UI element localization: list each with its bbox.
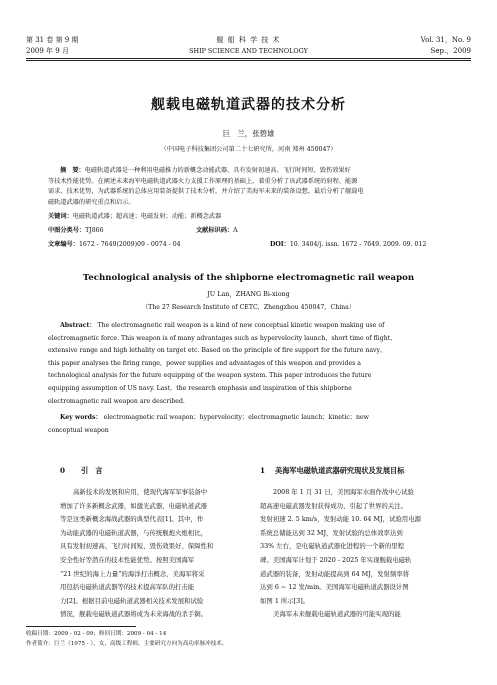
abstract-en-line: electromagnetic force. This weapon is of many advantages such as hypervelocity launch，short time of flight，: [48, 334, 397, 342]
section1-line: 超高速电磁武器发射获得成功，引起了世界的关注。: [260, 501, 407, 510]
footnote-rule: [26, 626, 136, 627]
abstract-cn-line: [48, 166, 452, 177]
journal-name-cn: 舰 船 科 学 技 术: [216, 36, 281, 44]
section1-line: 系统总储能达到 32 MJ，发射试验的总体效率达到: [260, 528, 403, 537]
clc-line: [48, 226, 104, 237]
header-rule-thin: [26, 60, 471, 61]
intro-line: 用包括电磁轨道武器等的技术提高军队的打击能: [60, 583, 195, 592]
article-no-value: 1672 - 7649(2009)09 - 0074 - 04: [78, 241, 181, 248]
abstract-en-text: The electromagnetic rail weapon is a kind of new conceptual kinetic weapon making use of: [97, 322, 385, 329]
abstract-cn-line: 等技术性能优势。在阐述未来海军电磁轨道武器火力支援工作原理的基础上，着重分析了该武器系统的射程、能源: [48, 177, 358, 185]
intro-line: 具有发射初速高、飞行时间短、毁伤效果好、保障性和: [60, 542, 214, 551]
paper-title-cn: 舰载电磁轨道武器的技术分析: [151, 97, 346, 113]
author-bio: 作者简介：巨兰（1975 - ），女，高级工程师，主要研究方向为高功率脉冲技术。: [26, 641, 228, 647]
section1-line: 发射初速 2. 5 km/s，发射动能 10. 64 MJ，试验用电源: [260, 515, 421, 524]
article-no-label: 文章编号：: [48, 241, 79, 248]
intro-line: “21 世纪的海上力量”的海洋打击概念，美海军将采: [60, 569, 205, 578]
abstract-cn-label: 摘 要：: [60, 167, 85, 174]
clc-value: TJ866: [85, 227, 104, 234]
section-heading-intro: [60, 466, 103, 476]
doi-label: DOI：: [270, 241, 290, 248]
keywords-cn-label: 关键词：: [48, 213, 73, 220]
keywords-en-line: conceptual weapon: [48, 426, 109, 434]
section-number: 0: [60, 466, 66, 475]
intro-line: 情况，舰载电磁轨道武器将成为未来海战的杀手锏。: [60, 610, 207, 619]
doc-code-label: 文献标识码：: [196, 227, 234, 234]
clc-label: 中图分类号：: [48, 227, 86, 234]
intro-paragraph: [60, 486, 242, 622]
keywords-en: [48, 412, 452, 437]
section1-line: 碑。美国海军计划于 2020 - 2025 年实现舰载电磁轨: [260, 555, 412, 564]
paper-title-en: Technological analysis of the shipborne electromagnetic rail weapon: [82, 273, 415, 283]
journal-name-en: SHIP SCIENCE AND TECHNOLOGY: [189, 47, 308, 55]
authors-cn: 巨 兰，张碧雄: [222, 129, 275, 138]
section1-line: 33% 左右，是电磁轨道武器化进程的一个新的里程: [260, 542, 405, 551]
section-title: 引 言: [81, 466, 103, 475]
doi-value: 10. 3404/j. issn. 1672 - 7649. 2009. 09. 012: [289, 241, 427, 248]
section-heading-1: [260, 466, 404, 476]
keywords-en-label: Key words：: [60, 414, 102, 421]
abstract-en-line: this paper analyses the firing range，power supplies and advantages of this weapon and provides a: [48, 359, 361, 367]
section1-line: 如图 1 所示[3]。: [260, 596, 310, 605]
abstract-en-label: Abstract：: [60, 322, 96, 329]
section1-line: 2008 年 1 月 31 日，美国海军水面作战中心试验: [273, 488, 414, 496]
abstract-en-line: equipping assumption of US navy. Last，the research emphasis and inspiration of this shipborne: [48, 384, 352, 392]
section-number: 1: [260, 466, 266, 475]
abstract-cn-line: 磁轨道武器的研究重点和启示。: [48, 198, 135, 206]
affiliation-cn: （中国电子科技集团公司第二十七研究所，河南 郑州 450047）: [160, 146, 337, 153]
intro-line: 为动能武器的电磁轨道武器，与传统舰炮火炮相比，: [60, 528, 207, 537]
intro-line: 增加了许多新概念武器，如激光武器、电磁轨道武器: [60, 501, 207, 510]
abstract-en-line: [48, 320, 452, 333]
article-no-line: [48, 240, 181, 251]
keywords-cn-text: 电磁轨道武器；超高速；电磁发射；动能；新概念武器: [72, 213, 222, 220]
volume-issue-en: Vol. 31，No. 9: [420, 36, 471, 44]
intro-line: 安全性好等潜在的技术性能优势。按照美国海军: [60, 555, 195, 564]
issue-date-en: Sep.，2009: [430, 47, 471, 55]
doc-code-value: A: [233, 227, 238, 234]
received-date: 收稿日期：2009 - 02 - 09；修回日期：2009 - 04 - 14: [26, 631, 167, 637]
intro-line: 高新技术的发展和应用，使现代海军军事装备中: [73, 488, 208, 496]
keywords-cn: [48, 212, 221, 223]
abstract-en-line: electromagnetic rail weapon are described.: [48, 397, 185, 405]
intro-line: 等是这类新概念海战武器的典型代表[1]。其中，作: [60, 515, 204, 524]
intro-line: 力[2]。根据目前电磁轨道武器相关技术发展和试验: [60, 596, 204, 605]
issue-date: 2009 年 9 月: [26, 47, 69, 55]
abstract-en-line: technological analysis for the future equipping of the weapon system. This paper introduces the future: [48, 372, 372, 380]
abstract-cn: [48, 166, 452, 208]
doc-code-line: [196, 226, 238, 237]
volume-issue: 第 31 卷 第 9 期: [26, 36, 79, 44]
section-title: 美海军电磁轨道武器研究现状及发展目标: [275, 466, 405, 475]
affiliation-en: （The 27 Research Institute of CETC，Zhengzhou 450047，China）: [141, 304, 356, 311]
header-rule: [26, 58, 471, 59]
section1-line: 美海军未来舰载电磁轨道武器的可能实现的能: [273, 610, 401, 619]
section1-paragraph: [260, 486, 440, 622]
authors-en: JU Lan，ZHANG Bi-xiong: [207, 290, 290, 298]
section1-line: 道武器的装备，发射动能提高到 64 MJ，发射频率将: [260, 569, 410, 578]
doi-line: [270, 240, 426, 251]
abstract-en-line: extensive range and high lethality on target etc. Based on the principle of fire support for the future navy，: [48, 347, 387, 355]
abstract-en: [48, 320, 452, 408]
keywords-en-line: [48, 412, 452, 425]
keywords-en-text: electromagnetic rail weapon；hypervelocity；electromagnetic launch；kinetic；new: [103, 414, 369, 421]
abstract-cn-line: 需求、技术优势，为武器系统的总体应用装备提供了技术分析，并介绍了美海军未来的装备设想，最后分析了舰载电: [48, 188, 364, 196]
section1-line: 达到 6 ~ 12 发/min。美国海军电磁轨道武器设计图: [260, 583, 409, 592]
abstract-cn-text: 电磁轨道武器是一种利用电磁推力的新概念动能武器，具有发射初速高、飞行时间短、毁伤效果好: [84, 167, 351, 174]
